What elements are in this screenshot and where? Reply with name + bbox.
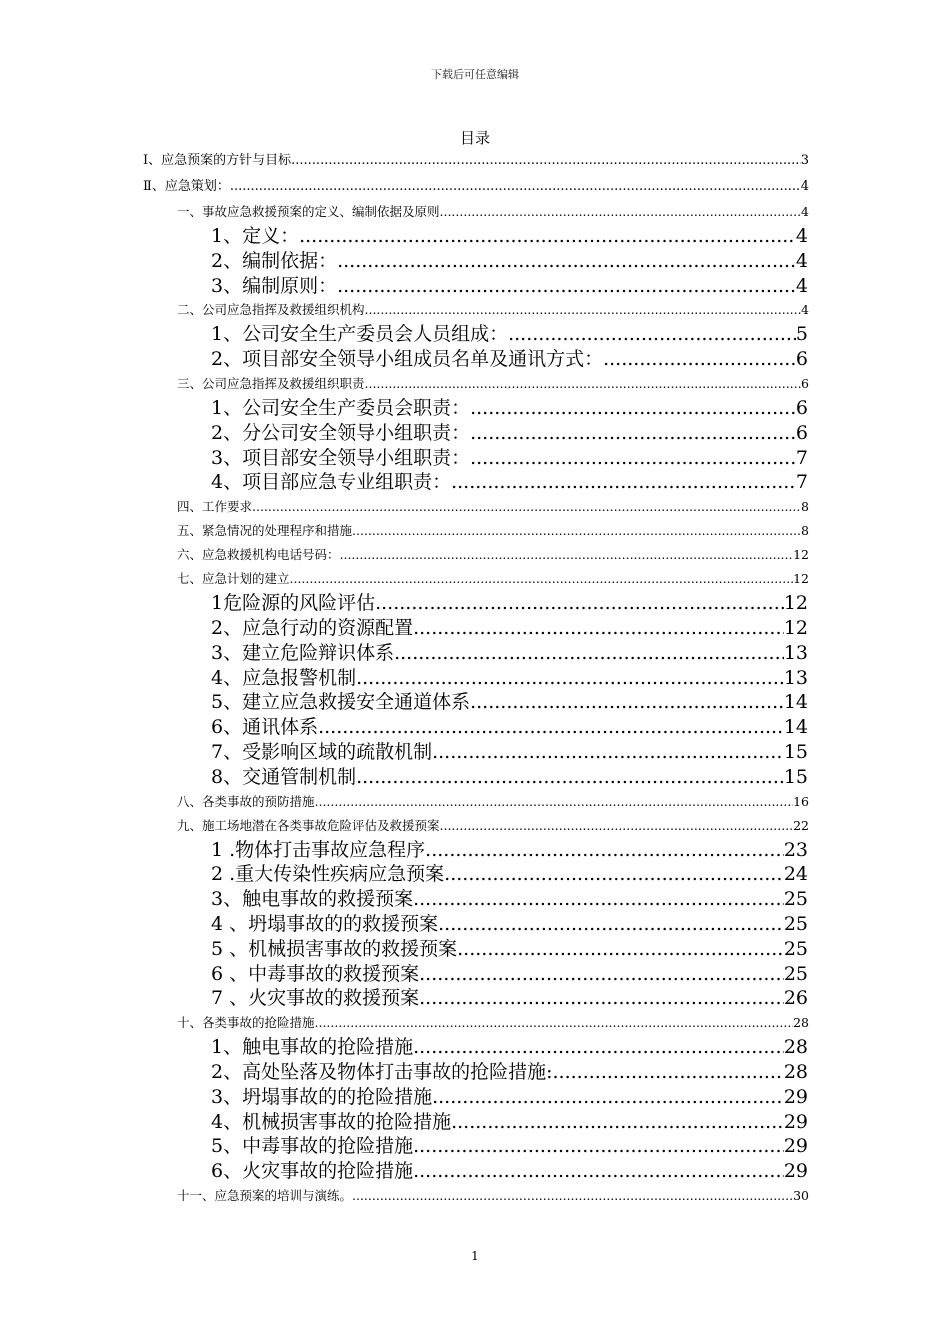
toc-entry-page: 15 [783, 765, 808, 788]
toc-entry-text: 1、公司安全生产委员会职责： [211, 396, 471, 419]
toc-entry-text: 十、各类事故的抢险措施 [177, 1015, 315, 1031]
dot-leader [432, 740, 784, 765]
dot-leader [290, 567, 794, 591]
toc-entry[interactable] [0, 274, 950, 299]
toc-entry-page: 8 [801, 523, 809, 539]
toc-entry[interactable] [0, 986, 950, 1011]
toc-entry-text: 九、施工场地潜在各类事故危险评估及救援预案 [177, 817, 440, 833]
toc-entry-page: 4 [801, 204, 809, 219]
toc-entry-text: 七、应急计划的建立 [177, 571, 290, 587]
toc-entry-text: 2 .重大传染性疾病应急预案 [211, 863, 445, 886]
toc-entry[interactable] [0, 937, 950, 962]
toc-entry-page: 25 [783, 937, 808, 960]
dot-leader [451, 1110, 784, 1135]
toc-entry-page: 12 [783, 616, 808, 639]
toc-entry-page: 23 [783, 838, 808, 861]
dot-leader [432, 1085, 784, 1110]
toc-entry-text: 3、编制原则： [211, 274, 338, 297]
toc-entry[interactable] [0, 765, 950, 790]
toc-entry-page: 15 [783, 740, 808, 763]
toc-entry[interactable] [0, 740, 950, 765]
toc-entry-page: 14 [783, 716, 808, 739]
dot-leader [413, 887, 784, 912]
toc-entry[interactable] [0, 148, 950, 174]
toc-entry-text: 4 、坍塌事故的的救援预案 [211, 912, 439, 935]
toc-entry-text: Ⅱ、应急策划： [143, 179, 230, 194]
dot-leader [291, 148, 801, 174]
toc-entry[interactable] [0, 1110, 950, 1135]
toc-entry-page: 3 [800, 153, 809, 168]
toc-entry-text: 四、工作要求 [177, 499, 253, 515]
page-header: 下载后可任意编辑 [431, 68, 519, 81]
toc-entry[interactable] [0, 567, 950, 591]
dot-leader [425, 838, 784, 863]
toc-entry-page: 24 [783, 863, 808, 886]
toc-entry-text: 十一、应急预案的培训与演练。 [177, 1187, 353, 1203]
dot-leader [444, 862, 784, 887]
toc-entry-text: 7、受影响区域的疏散机制 [211, 740, 433, 763]
toc-entry-text: 3、建立危险辩识体系 [211, 641, 395, 664]
dot-leader [375, 591, 784, 616]
dot-leader [440, 814, 794, 838]
dot-leader [394, 641, 784, 666]
toc-entry-page: 28 [783, 1060, 808, 1083]
dot-leader [352, 519, 801, 543]
toc-entry-page: 12 [793, 571, 809, 587]
toc-entry[interactable] [0, 962, 950, 987]
toc-entry-page: 4 [795, 225, 808, 247]
toc-entry-text: Ⅰ、应急预案的方针与目标 [143, 153, 292, 168]
toc-entry[interactable] [0, 641, 950, 666]
toc-entry-text: 2、项目部安全领导小组成员名单及通讯方式： [211, 348, 604, 371]
dot-leader [413, 1159, 784, 1184]
toc-entry-text: 2、应急行动的资源配置 [211, 616, 414, 639]
dot-leader [356, 666, 784, 691]
toc-entry-text: 8、交通管制机制 [211, 765, 357, 788]
toc-entry-text: 六、应急救援机构电话号码： [177, 547, 340, 563]
dot-leader [365, 298, 802, 322]
toc-entry-text: 6、通讯体系 [211, 716, 319, 739]
dot-leader [413, 1035, 784, 1060]
toc-entry[interactable] [0, 322, 950, 347]
toc-entry[interactable] [0, 1011, 950, 1035]
dot-leader [470, 421, 796, 446]
toc-entry[interactable] [0, 838, 950, 863]
toc-entry-page: 4 [800, 179, 809, 194]
toc-entry-page: 29 [783, 1085, 808, 1108]
toc-entry-page: 4 [795, 274, 808, 297]
dot-leader [356, 765, 784, 790]
toc-entry[interactable] [0, 347, 950, 372]
dot-leader [230, 174, 801, 200]
toc-entry-text: 4、应急报警机制 [211, 666, 357, 689]
toc-entry-page: 7 [795, 471, 808, 494]
toc-entry[interactable] [0, 591, 950, 616]
dot-leader [470, 690, 784, 715]
dot-leader [508, 322, 796, 347]
toc-entry-page: 25 [783, 912, 808, 935]
toc-entry-page: 7 [795, 446, 808, 469]
dot-leader [337, 249, 796, 274]
toc-entry[interactable] [0, 887, 950, 912]
toc-entry-page: 28 [783, 1036, 808, 1059]
toc-entry-page: 25 [783, 888, 808, 911]
toc-entry[interactable] [0, 1134, 950, 1159]
toc-entry-page: 13 [783, 641, 808, 664]
toc-entry[interactable] [0, 666, 950, 691]
toc-entry-page: 12 [783, 592, 808, 615]
toc-entry-text: 2、分公司安全领导小组职责： [211, 421, 471, 444]
toc-entry[interactable] [0, 470, 950, 495]
toc-entry[interactable] [0, 616, 950, 641]
table-of-contents [0, 148, 950, 1208]
toc-entry-text: 三、公司应急指挥及救援组织职责 [177, 375, 365, 391]
toc-entry[interactable] [0, 396, 950, 421]
dot-leader [352, 1184, 793, 1208]
dot-leader [603, 347, 796, 372]
toc-entry-page: 29 [783, 1110, 808, 1133]
toc-entry-page: 26 [783, 987, 808, 1010]
toc-entry-text: 4、机械损害事故的抢险措施 [211, 1110, 452, 1133]
toc-entry[interactable] [0, 372, 950, 396]
dot-leader [451, 470, 796, 495]
toc-entry-text: 1、定义： [211, 225, 300, 247]
toc-entry[interactable] [0, 1060, 950, 1085]
toc-entry[interactable] [0, 298, 950, 322]
toc-entry-text: 3、项目部安全领导小组职责： [211, 446, 471, 469]
toc-entry-text: 八、各类事故的预防措施 [177, 793, 315, 809]
toc-entry-page: 5 [795, 323, 808, 346]
dot-leader [315, 790, 794, 814]
toc-entry-text: 2、高处坠落及物体打击事故的抢险措施: [211, 1060, 553, 1083]
toc-entry-page: 8 [801, 499, 809, 515]
dot-leader [299, 224, 796, 249]
dot-leader [413, 616, 784, 641]
toc-entry[interactable] [0, 446, 950, 471]
toc-entry-page: 6 [795, 348, 808, 371]
toc-entry[interactable] [0, 1159, 950, 1184]
toc-entry-page: 29 [783, 1135, 808, 1158]
dot-leader [553, 1060, 784, 1085]
toc-entry-text: 五、紧急情况的处理程序和措施 [177, 523, 353, 539]
toc-entry-text: 6 、中毒事故的救援预案 [211, 962, 420, 985]
dot-leader [438, 912, 784, 937]
toc-entry[interactable] [0, 715, 950, 740]
dot-leader [419, 986, 784, 1011]
dot-leader [318, 715, 784, 740]
toc-entry[interactable] [0, 543, 950, 567]
toc-entry-text: 4、项目部应急专业组职责： [211, 471, 452, 494]
toc-entry-page: 12 [793, 547, 809, 563]
toc-entry[interactable] [0, 862, 950, 887]
toc-entry-text: 1、触电事故的抢险措施 [211, 1036, 414, 1059]
toc-entry-page: 6 [801, 375, 809, 391]
toc-entry-page: 25 [783, 962, 808, 985]
dot-leader [337, 274, 796, 299]
toc-entry[interactable] [0, 200, 950, 224]
toc-entry-text: 7 、火灾事故的救援预案 [211, 987, 420, 1010]
toc-entry[interactable] [0, 249, 950, 274]
dot-leader [413, 1134, 784, 1159]
toc-entry[interactable] [0, 1035, 950, 1060]
toc-entry-page: 13 [783, 666, 808, 689]
toc-entry[interactable] [0, 174, 950, 200]
dot-leader [365, 372, 802, 396]
toc-entry-page: 4 [795, 249, 808, 272]
dot-leader [419, 962, 784, 987]
toc-entry-text: 2、编制依据： [211, 249, 338, 272]
toc-entry-text: 1危险源的风险评估 [211, 592, 376, 615]
toc-entry-page: 4 [801, 302, 809, 318]
toc-entry[interactable] [0, 495, 950, 519]
toc-entry-page: 22 [793, 817, 809, 833]
toc-entry-text: 5 、机械损害事故的救援预案 [211, 937, 458, 960]
toc-entry-page: 16 [793, 793, 809, 809]
toc-entry-text: 3、坍塌事故的的抢险措施 [211, 1085, 433, 1108]
toc-entry-text: 1 .物体打击事故应急程序 [211, 838, 426, 861]
toc-entry-page: 6 [795, 421, 808, 444]
toc-entry[interactable] [0, 519, 950, 543]
toc-entry-page: 28 [793, 1015, 809, 1031]
toc-entry-text: 一、事故应急救援预案的定义、编制依据及原则 [177, 204, 440, 219]
toc-title: 目录 [459, 129, 490, 147]
dot-leader [340, 543, 794, 567]
toc-entry[interactable] [0, 1184, 950, 1208]
dot-leader [252, 495, 801, 519]
toc-entry-page: 14 [783, 691, 808, 714]
toc-entry-page: 29 [783, 1160, 808, 1183]
toc-entry-text: 3、触电事故的救援预案 [211, 888, 414, 911]
dot-leader [440, 200, 802, 224]
toc-entry[interactable] [0, 1085, 950, 1110]
toc-entry-text: 5、建立应急救援安全通道体系 [211, 691, 471, 714]
toc-entry-page: 6 [795, 396, 808, 419]
toc-entry-text: 5、中毒事故的抢险措施 [211, 1135, 414, 1158]
toc-entry[interactable] [0, 790, 950, 814]
toc-entry-text: 6、火灾事故的抢险措施 [211, 1160, 414, 1183]
toc-entry[interactable] [0, 690, 950, 715]
dot-leader [470, 396, 796, 421]
dot-leader [457, 937, 784, 962]
toc-entry[interactable] [0, 224, 950, 249]
toc-entry-text: 1、公司安全生产委员会人员组成： [211, 323, 509, 346]
toc-entry[interactable] [0, 421, 950, 446]
dot-leader [315, 1011, 794, 1035]
toc-entry[interactable] [0, 912, 950, 937]
dot-leader [470, 446, 796, 471]
toc-entry-page: 30 [793, 1187, 809, 1203]
toc-entry-text: 二、公司应急指挥及救援组织机构 [177, 302, 365, 318]
page-number: 1 [471, 1249, 479, 1263]
toc-entry[interactable] [0, 814, 950, 838]
